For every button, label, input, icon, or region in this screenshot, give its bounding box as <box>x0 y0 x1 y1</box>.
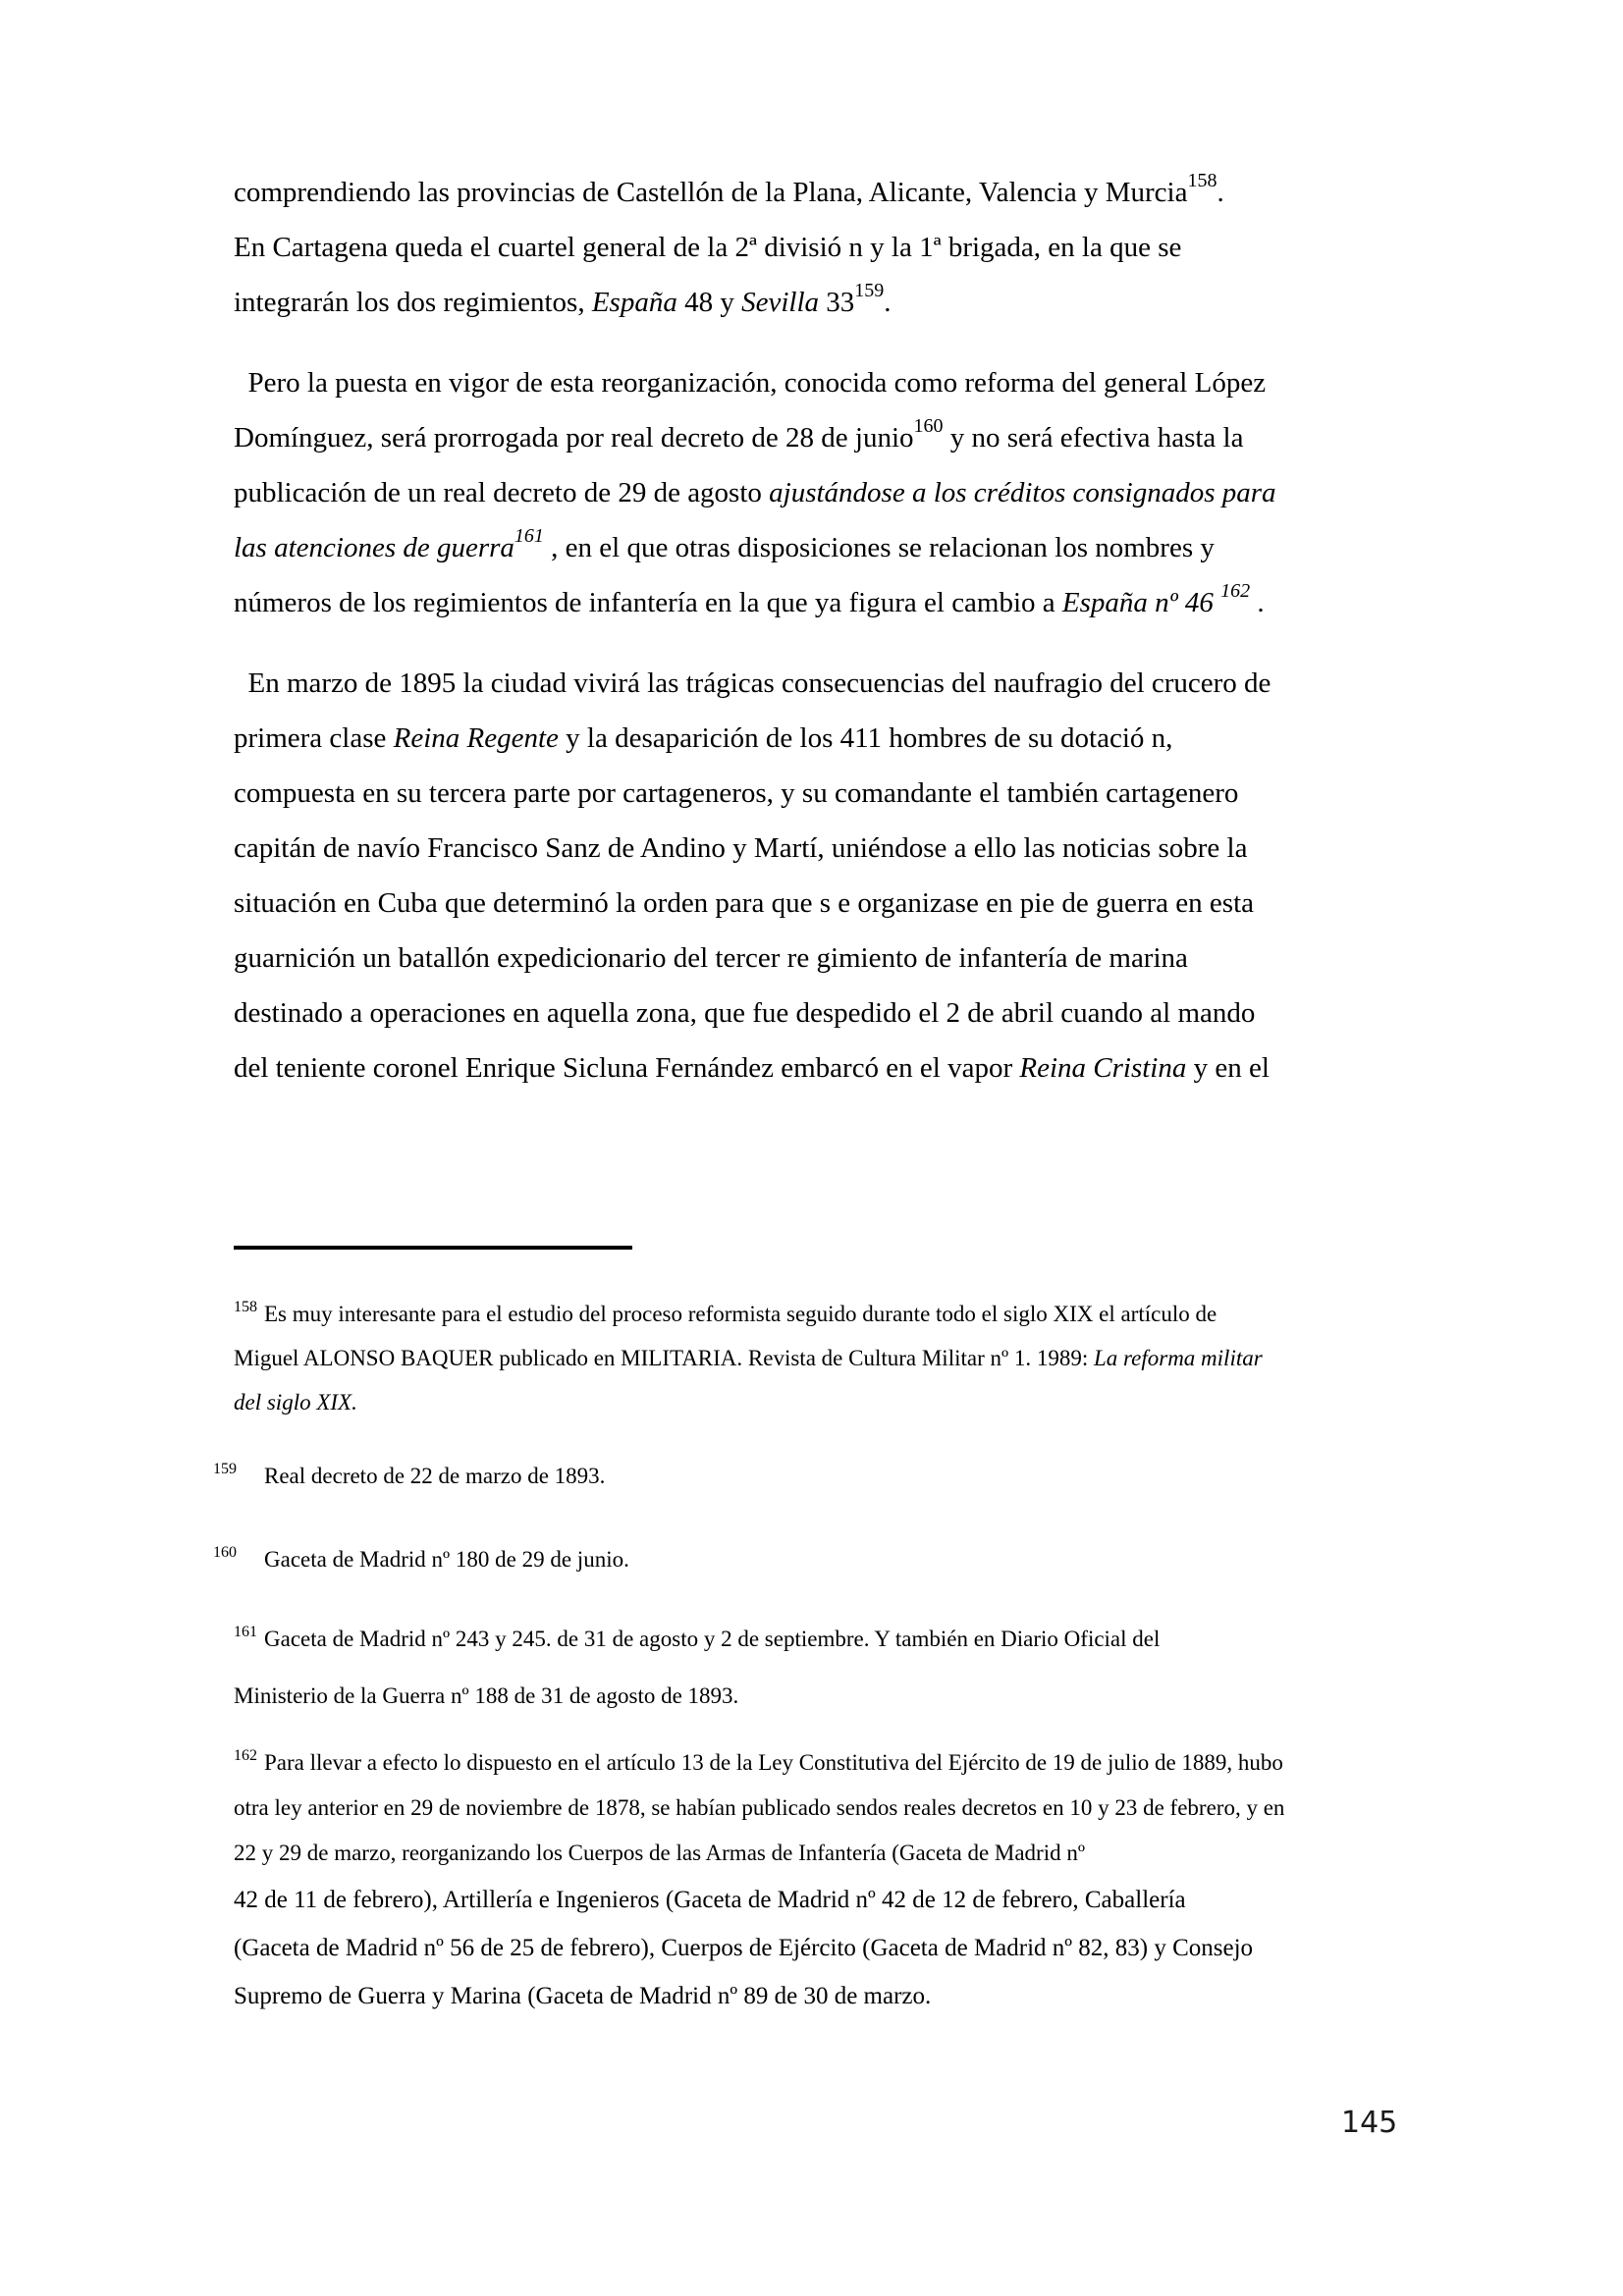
text-line <box>234 275 1461 330</box>
footnote-ref: 162 <box>1220 580 1251 602</box>
text-run: Sevilla <box>741 287 820 318</box>
text-run: comprendiendo las provincias de Castellón de la Plana, Alicante, Valencia y Murcia <box>234 177 1188 208</box>
text-run: En marzo de 1895 la ciudad vivirá las trágicas consecuencias del naufragio del crucero de <box>234 667 1271 699</box>
text-run: guarnición un batallón expedicionario del tercer re gimiento de infantería de marina <box>234 942 1188 974</box>
text-line <box>234 766 1461 821</box>
text-run: del teniente coronel Enrique Sicluna Fernández embarcó en el vapor <box>234 1052 1020 1084</box>
text-run: Reina Cristina <box>1019 1052 1187 1084</box>
text-run: Real decreto de 22 de marzo de 1893. <box>264 1464 606 1488</box>
footnote-number: 158 <box>234 1299 257 1315</box>
footnote-line <box>234 1972 1471 2020</box>
text-run: situación en Cuba que determinó la orden para que s e organizase en pie de guerra en esta <box>234 887 1255 919</box>
footnote-160 <box>213 1537 1471 1581</box>
footnote-161 <box>234 1611 1471 1725</box>
footnote-line <box>234 1336 1471 1380</box>
footnote-162 <box>234 1740 1471 2020</box>
footnote-ref: 160 <box>913 415 944 437</box>
text-run: Gaceta de Madrid nº 180 de 29 de junio. <box>264 1547 629 1572</box>
footnote-line <box>213 1454 1471 1498</box>
footnote-number: 162 <box>234 1747 257 1764</box>
main-text <box>234 165 1461 1095</box>
text-run: Para llevar a efecto lo dispuesto en el artículo 13 de la Ley Constitutiva del Ejército de 19 de julio de 1889, hubo <box>264 1750 1283 1775</box>
text-run: Supremo de Guerra y Marina (Gaceta de Madrid nº 89 de 30 de marzo. <box>234 1983 932 2009</box>
text-run: 22 y 29 de marzo, reorganizando los Cuerpos de las Armas de Infantería (Gaceta de Madrid nº <box>234 1841 1085 1865</box>
text-run: otra ley anterior en 29 de noviembre de 1878, se habían publicado sendos reales decretos en 10 y 23 de febrero, y en <box>234 1795 1285 1820</box>
footnote-ref: 158 <box>1187 170 1217 191</box>
text-run: ajustándose a los créditos consignados para <box>769 477 1276 508</box>
footnote-line <box>234 1292 1471 1336</box>
text-line <box>234 355 1461 410</box>
text-line <box>234 986 1461 1041</box>
paragraph-1 <box>234 165 1461 330</box>
footnote-158 <box>234 1292 1471 1424</box>
text-run: En Cartagena queda el cuartel general de la 2ª divisió n y la 1ª brigada, en la que se <box>234 232 1182 263</box>
text-run: y en el <box>1186 1052 1270 1084</box>
paragraph-3 <box>234 656 1461 1095</box>
text-line <box>234 656 1461 711</box>
text-run: publicación de un real decreto de 29 de agosto <box>234 477 770 508</box>
text-run: . <box>1250 587 1265 618</box>
footnote-number: 159 <box>213 1461 237 1477</box>
footnote-line <box>234 1740 1471 1786</box>
text-run: Es muy interesante para el estudio del proceso reformista seguido durante todo el siglo XIX el artículo de <box>264 1302 1217 1326</box>
footnotes-section <box>213 1276 1471 2020</box>
text-run: . <box>884 287 892 318</box>
text-line <box>234 410 1461 465</box>
text-run: las atenciones de guerra <box>234 532 514 563</box>
footnote-159 <box>213 1454 1471 1498</box>
text-run: 33 <box>819 287 855 318</box>
footnote-line <box>234 1668 1471 1725</box>
text-run: integrarán los dos regimientos, <box>234 287 592 318</box>
text-run: España nº 46 <box>1061 587 1221 618</box>
text-run: y no será efectiva hasta la <box>943 422 1244 454</box>
text-run: 42 de 11 de febrero), Artillería e Ingenieros (Gaceta de Madrid nº 42 de 12 de febrero, Caballería <box>234 1887 1186 1913</box>
text-line <box>234 1041 1461 1095</box>
footnote-ref: 159 <box>854 280 885 301</box>
text-run: Gaceta de Madrid nº 243 y 245. de 31 de agosto y 2 de septiembre. Y también en Diario Oficial del <box>264 1627 1161 1651</box>
text-run: Reina Regente <box>393 722 559 754</box>
text-run: destinado a operaciones en aquella zona, que fue despedido el 2 de abril cuando al mando <box>234 997 1256 1029</box>
text-run: Miguel ALONSO BAQUER publicado en MILITARIA. Revista de Cultura Militar nº 1. 1989: <box>234 1346 1094 1370</box>
text-line <box>234 220 1461 275</box>
text-run: del siglo XIX. <box>234 1390 357 1415</box>
paragraph-2 <box>234 355 1461 630</box>
footnote-number: 161 <box>234 1624 257 1640</box>
text-line <box>234 575 1461 630</box>
text-run: La reforma militar <box>1094 1346 1263 1370</box>
text-line <box>234 465 1461 520</box>
footnote-line <box>234 1786 1471 1831</box>
text-line <box>234 165 1461 220</box>
text-run: 48 y <box>676 287 742 318</box>
text-run: (Gaceta de Madrid nº 56 de 25 de febrero), Cuerpos de Ejército (Gaceta de Madrid nº 82, 83) y Consejo <box>234 1935 1254 1961</box>
text-run: Pero la puesta en vigor de esta reorganización, conocida como reforma del general López <box>234 367 1267 399</box>
footnote-line <box>234 1831 1471 1876</box>
text-run: y la desaparición de los 411 hombres de su dotació n, <box>558 722 1173 754</box>
text-run: , en el que otras disposiciones se relacionan los nombres y <box>543 532 1215 563</box>
footnote-line <box>234 1380 1471 1424</box>
page-number: 145 <box>1341 2106 1398 2140</box>
text-run: primera clase <box>234 722 394 754</box>
text-line <box>234 931 1461 986</box>
footnote-ref: 161 <box>514 525 544 547</box>
text-line <box>234 821 1461 876</box>
text-run: compuesta en su tercera parte por cartageneros, y su comandante el también cartagenero <box>234 777 1239 809</box>
text-run: España <box>591 287 677 318</box>
footnote-number: 160 <box>213 1544 237 1561</box>
text-line <box>234 520 1461 575</box>
text-run: . <box>1217 177 1224 208</box>
text-run: Ministerio de la Guerra nº 188 de 31 de agosto de 1893. <box>234 1683 739 1708</box>
text-run: capitán de navío Francisco Sanz de Andino y Martí, uniéndose a ello las noticias sobre la <box>234 832 1248 864</box>
text-line <box>234 876 1461 931</box>
text-line <box>234 711 1461 766</box>
footnote-line <box>234 1876 1471 1924</box>
footnote-line <box>234 1924 1471 1972</box>
text-run: números de los regimientos de infantería en la que ya figura el cambio a <box>234 587 1062 618</box>
footnote-separator <box>234 1246 632 1250</box>
footnote-line <box>213 1537 1471 1581</box>
text-run: Domínguez, será prorrogada por real decreto de 28 de junio <box>234 422 914 454</box>
footnote-line <box>234 1611 1471 1668</box>
